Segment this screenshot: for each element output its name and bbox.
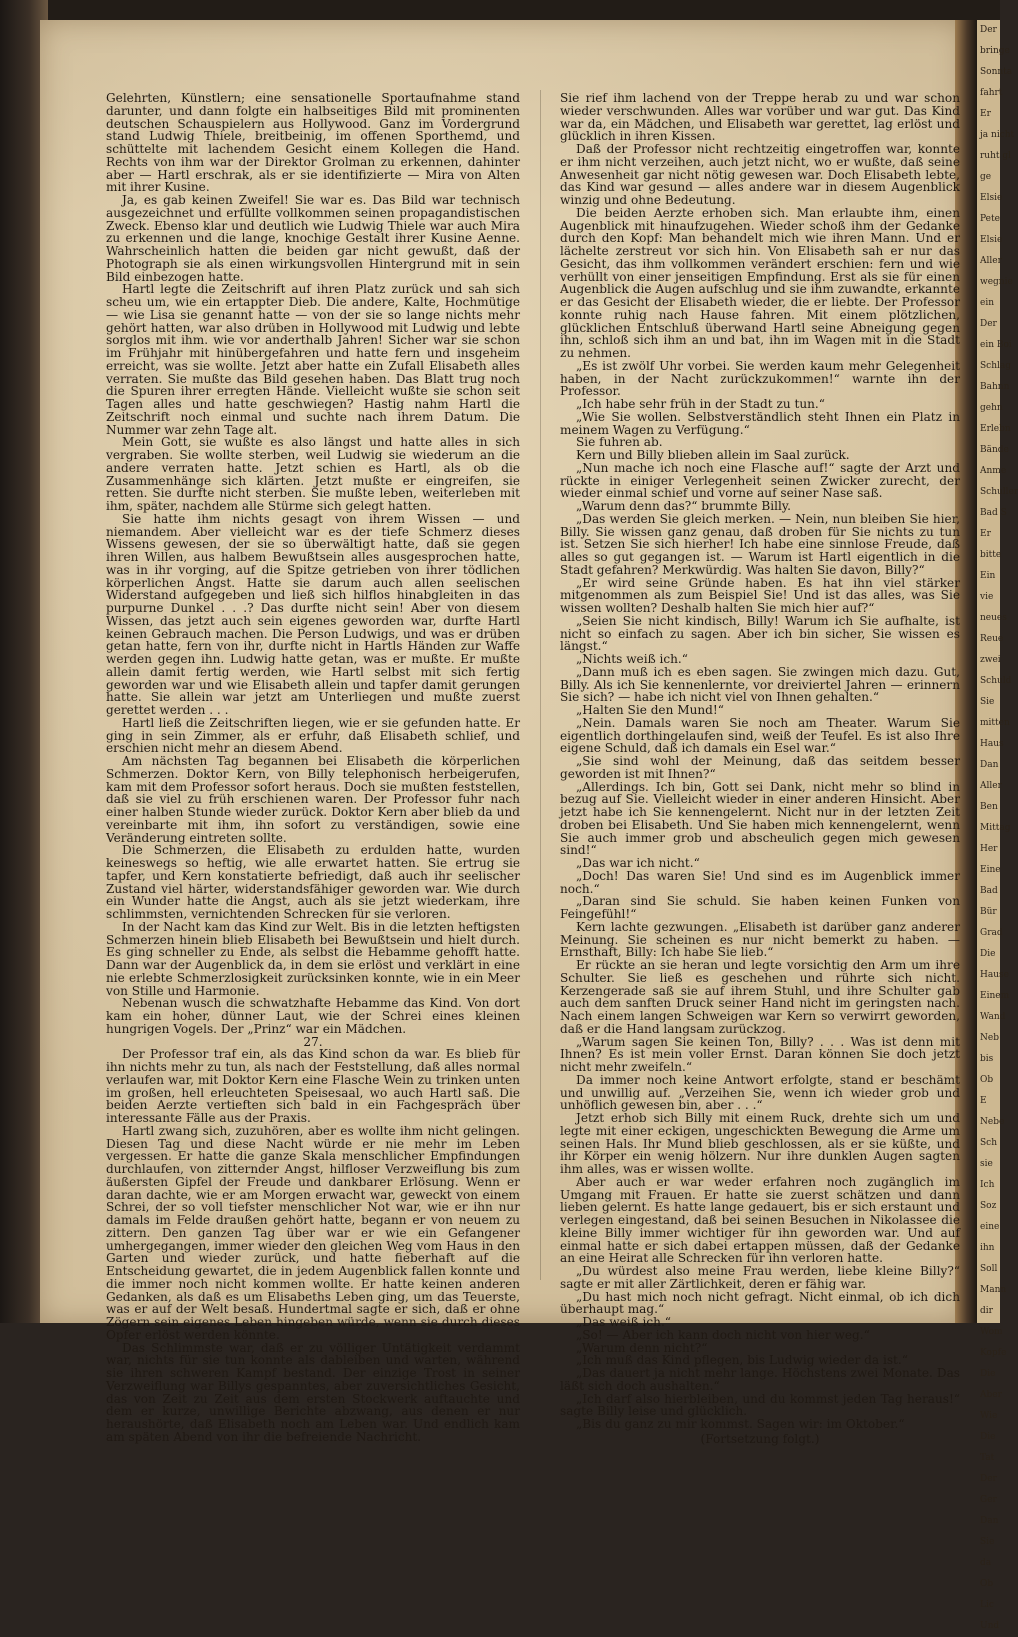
adjacent-page-word: Ger [980, 1495, 997, 1505]
paragraph: „Warum denn nicht?“ [576, 1340, 708, 1355]
paragraph: Mein Gott, sie wußte es also längst und hatte alles in sich vergraben. Sie wollte sterben, weil Ludwig sie wiederum an die andere verraten hatte. Jetzt schien es Hartl, als ob die Zusammenhänge sich klärten. Jetzt mußte er eingreifen, sie retten. Sie durfte nicht sterben. Sie mußte leben, weiterleben mit ihm, später, nachdem alle Stürme sich gelegt hatten. [106, 435, 520, 513]
paragraph: Daß der Professor nicht rechtzeitig eingetroffen war, konnte er ihm nicht verzeihen, auch jetzt nicht, wo er wußte, daß seine Anwesenheit gar nicht nötig gewesen war. Doch Elisabeth lebte, das Kind war gesund — alles andere war in diesem Augenblick winzig und ohne Bedeutung. [560, 142, 960, 207]
adjacent-page-word: E [980, 1096, 987, 1106]
paragraph: Das Schlimmste war, daß er zu völliger Untätigkeit verdammt war, nichts für sie tun konnte als dableiben und warten, während sie ihren schweren Kampf bestand. Der einzige Trost in seiner Verzweiflung war Billys gespanntes, aber zuversichtliches Gesicht, das von Zeit zu Zeit aus dem ersten Stockwerk auftauchte und dem er kurze, unwillige Berichte abzwang, aus denen er nur heraushörte, daß Elisabeth noch am Leben war. Und endlich kam am späten Abend von ihr die befreiende Nachricht. [106, 1340, 520, 1444]
paragraph: „Warum sagen Sie keinen Ton, Billy? . . . Was ist denn mit Ihnen? Es ist mein voller Ernst. Daran können Sie doch jetzt nicht mehr zweifeln.“ [560, 1034, 960, 1074]
adjacent-page-word: Wand [980, 1012, 1006, 1022]
adjacent-page-word: Ob [980, 1579, 994, 1589]
paragraph: „Seien Sie nicht kindisch, Billy! Warum ich Sie aufhalte, ist nicht so einfach zu sagen. Aber ich bin sicher, Sie wissen es längst.“ [560, 613, 960, 654]
paragraph: „Allerdings. Ich bin, Gott sei Dank, nicht mehr so blind in bezug auf Sie. Vielleicht wieder in einer anderen Hinsicht. Aber jetzt habe ich Sie kennengelernt. Nicht nur in der letzten Zeit droben bei Elisabeth. Und Sie haben mich kennengelernt, wenn Sie auch immer grob und abscheulich gegen mich gewesen sind!“ [560, 779, 960, 858]
right-text-column [560, 92, 960, 1446]
adjacent-page-word: ge [980, 172, 992, 182]
paragraph: „Du würdest also meine Frau werden, liebe kleine Billy?“ sagte er mit aller Zärtlichkeit, deren er fähig war. [560, 1264, 960, 1291]
adjacent-page-word: Die [980, 1369, 996, 1379]
adjacent-page-word: Bände [980, 445, 1009, 455]
adjacent-page-word: Ich [980, 1180, 995, 1190]
paragraph: Der Professor traf ein, als das Kind schon da war. Es blieb für ihn nichts mehr zu tun, als nach der Feststellung, daß alles normal verlaufen war, mit Doktor Kern eine Flasche Wein zu trinken unten im großen, hell erleuchteten Speisesaal, wo auch Hartl saß. Die beiden Aerzte vertieften sich bald in ein Fachgespräch über interessante Fälle aus der Praxis. [106, 1047, 520, 1125]
paragraph: „Das werden Sie gleich merken. — Nein, nun bleiben Sie hier, Billy. Sie wissen ganz genau, daß droben für Sie nichts zu tun ist. Setzen Sie sich hierher! Ich habe eine sinnlose Freude, daß alles so gut gegangen ist. — Warum ist Hartl eigentlich in die Stadt gefahren? Merkwürdig. Was halten Sie davon, Billy?“ [560, 511, 960, 577]
adjacent-page-word: Bür [980, 907, 997, 917]
adjacent-page-word: Her [980, 844, 998, 854]
chapter-number: 27. [303, 1034, 323, 1049]
adjacent-page-word: Sie [980, 697, 995, 707]
adjacent-page-word: eine [980, 1222, 1000, 1232]
paragraph: Jetzt erhob sich Billy mit einem Ruck, drehte sich um und legte mit einer eckigen, ungeschickten Bewegung die Arme um seinen Hals. Ihr Mund blieb geschlossen, als er sie küßte, und ihr Körper ein wenig hölzern. Nur ihre dunklen Augen sagten ihm alles, was er wissen wollte. [560, 1111, 960, 1176]
paragraph: Sie fuhren ab. [576, 435, 663, 450]
paragraph: „Warum denn das?“ brummte Billy. [576, 499, 791, 513]
adjacent-page-word: Sch [980, 1138, 998, 1148]
adjacent-page-word: Aller [980, 781, 1002, 791]
adjacent-page-word: Sie [980, 1537, 995, 1547]
adjacent-page-word: ihn [980, 1243, 995, 1253]
paragraph: „Das dauert ja nicht mehr lange. Höchstens zwei Monate. Das läßt sich doch aushalten.“ [560, 1366, 960, 1393]
adjacent-page-edge [977, 20, 1018, 1631]
adjacent-page-word: ruht gl [980, 151, 1012, 161]
paragraph: Sie rief ihm lachend von der Treppe herab zu und war schon wieder verschwunden. Alles war vorüber und war gut. Das Kind war da, ein Mädchen, und Elisabeth war gerettet, lag erlöst und glücklich in ihren Kissen. [560, 91, 960, 144]
adjacent-page-word: Mittag [980, 823, 1011, 833]
adjacent-page-word: bitte [980, 550, 1002, 560]
paragraph: Am nächsten Tag begannen bei Elisabeth die körperlichen Schmerzen. Doktor Kern, von Billy telephonisch herbeigerufen, kam mit dem Professor sofort heraus. Doch sie mußten feststellen, daß sie viel zu früh erschienen waren. Der Professor fuhr nach einer halben Stunde wieder zurück. Doktor Kern aber blieb da und vereinbarte mit ihm, ihn sofort zu verständigen, sowie eine Veränderung eintreten sollte. [106, 754, 520, 845]
paragraph: Hartl ließ die Zeitschriften liegen, wie er sie gefunden hatte. Er ging in sein Zimmer, als er erfuhr, daß Elisabeth schlief, und erschien nicht mehr an diesem Abend. [106, 715, 520, 756]
paragraph: Aber auch er war weder erfahren noch zugänglich im Umgang mit Frauen. Er hatte sie zuerst schätzen und dann lieben gelernt. Es hatte lange gedauert, bis er sich erstaunt und verlegen eingestand, daß bei seinen Besuchen in Nikolassee die kleine Billy immer wichtiger für ihn geworden war. Und auf einmal hatte er sich dabei ertappen müssen, daß der Gedanke an eine Heirat alle Schrecken für ihn verloren hatte. [560, 1174, 960, 1266]
adjacent-page-word: ein [980, 298, 995, 308]
adjacent-page-word: Nebe [980, 1117, 1005, 1127]
adjacent-page-word: Der [980, 25, 997, 35]
paragraph: „Wie Sie wollen. Selbstverständlich steht Ihnen ein Platz in meinem Wagen zu Verfügung.“ [560, 409, 960, 437]
adjacent-page-word: Sonnta [980, 67, 1013, 77]
paragraph: „Ich muß das Kind pflegen, bis Ludwig wieder da ist.“ [576, 1353, 908, 1368]
paragraph: Da immer noch keine Antwort erfolgte, stand er beschämt und unwillig auf. „Verzeihen Sie, wenn ich wieder grob und unhöflich gewesen bin, aber . . .“ [560, 1072, 960, 1113]
paragraph: Kern lachte gezwungen. „Elisabeth ist darüber ganz anderer Meinung. Sie scheinen es nur nicht bemerkt zu haben. — Ernsthaft, Billy: Ich habe Sie lieb.“ [560, 919, 960, 960]
adjacent-page-word: Hause [980, 970, 1009, 980]
paragraph: Hartl legte die Zeitschrift auf ihren Platz zurück und sah sich scheu um, wie ein ertappter Dieb. Die andere, Kalte, Hochmütige — wie Lisa sie genannt hatte — von der sie so lange nichts mehr gehört hatten, war also drüben in Hollywood mit Ludwig und lebte sorglos mit ihm. wie vor anderthalb Jahren! Sicher war sie schon im Frühjahr mit hinübergefahren und hatte fern und insgeheim erreicht, was sie wollte. Jetzt aber hatte ein Zufall Elisabeth alles verraten. Sie mußte das Bild gesehen haben. Das Blatt trug noch die Spuren ihrer erregten Hände. Vielleicht wußte sie schon seit Tagen alles und hatte geschwiegen? Hastig nahm Hartl die Zeitschrift noch einmal und suchte nach ihrem Datum. Die Nummer war zehn Tage alt. [106, 282, 520, 437]
adjacent-page-word: Bad [980, 886, 998, 896]
adjacent-page-word: Ob [980, 1075, 994, 1085]
adjacent-page-word: bis [980, 1054, 994, 1064]
paragraph: Die beiden Aerzte erhoben sich. Man erlaubte ihm, einen Augenblick mit hinaufzugehen. Wieder schoß ihm der Gedanke durch den Kopf: Man behandelt mich wie ihren Mann. Und er lächelte zerstreut vor sich hin. Von Elisabeth sah er nur das Gesicht, das ihm vollkommen verändert erschien: fern und wie verhüllt von einer jenseitigen Empfindung. Erst als sie für einen Augenblick die Augen aufschlug und sie ihm zuwandte, erkannte er das Gesicht der Elisabeth wieder, die er liebte. Der Professor konnte ruhig nach Hause fahren. Mit einem plötzlichen, glücklichen Entschluß überwand Hartl seine Abneigung gegen ihn, schloß sich ihm an und bat, ihn im Wagen mit in die Stadt zu nehmen. [560, 205, 960, 360]
adjacent-page-word: sie [980, 1159, 993, 1169]
paragraph: Nebenan wusch die schwatzhafte Hebamme das Kind. Von dort kam ein hoher, dünner Laut, wie der Schrei eines kleinen hungrigen Vogels. Der „Prinz“ war ein Mädchen. [106, 996, 520, 1036]
adjacent-page-word: Schlag [980, 361, 1012, 371]
adjacent-page-word: Und [980, 1621, 1000, 1631]
adjacent-page-word: Soz [980, 1201, 997, 1211]
paragraph: „Nun mache ich noch eine Flasche auf!“ sagte der Arzt und rückte in einiger Verlegenheit seinen Zwicker zurecht, der wieder einmal schief und vorne auf seiner Nase saß. [560, 460, 960, 501]
paragraph: „Sie sind wohl der Meinung, daß das seitdem besser geworden ist mit Ihnen?“ [560, 754, 960, 781]
paragraph: „Er wird seine Gründe haben. Es hat ihn viel stärker mitgenommen als zum Beispiel Sie! Und ist das alles, was Sie wissen wollten? Deshalb halten Sie mich hier auf?“ [560, 575, 960, 615]
adjacent-page-word: zwei [980, 655, 1001, 665]
adjacent-page-word: Anme [980, 466, 1007, 476]
paragraph: „Halten Sie den Mund!“ [576, 703, 724, 717]
paragraph: „Nein. Damals waren Sie noch am Theater. Warum Sie eigentlich dorthingelaufen sind, weiß der Teufel. Es ist also Ihre eigene Schuld, daß ich damals ein Esel war.“ [560, 715, 960, 756]
adjacent-page-word: vie [980, 592, 994, 602]
adjacent-page-word: Die [980, 949, 996, 959]
adjacent-page-word: Soll [980, 1264, 998, 1274]
adjacent-page-word: Der [980, 319, 997, 329]
adjacent-page-word: Erlebn [980, 424, 1011, 434]
adjacent-page-word: Grad [980, 928, 1003, 938]
adjacent-page-word: Er [980, 529, 991, 539]
paragraph: „So! — Aber ich kann doch nicht von hier weg.“ [576, 1327, 870, 1342]
adjacent-page-word: Bahnn [980, 382, 1010, 392]
adjacent-page-word: Mann [980, 1285, 1007, 1295]
paragraph: „Nichts weiß ich.“ [576, 652, 688, 666]
paragraph: Die Schmerzen, die Elisabeth zu erdulden hatte, wurden keineswegs so heftig, wie alle erwartet hatten. Sie ertrug sie tapfer, und Kern konstatierte befriedigt, daß auch ihr seelischer Zustand viel härter, widerstandsfähiger geworden war. Wie durch ein Wunder hatte die Angst, auch als sie jetzt wiederkam, ihre schlimmsten, vernichtenden Schrecken für sie verloren. [106, 843, 520, 921]
paragraph: „Es ist zwölf Uhr vorbei. Sie werden kaum mehr Gelegenheit haben, in der Nacht zurückzukommen!“ warnte ihn der Professor. [560, 358, 960, 399]
paragraph: Sie hatte ihm nichts gesagt von ihrem Wissen — und niemandem. Aber vielleicht war es der tiefe Schmerz dieses Wissens gewesen, der sie so überwältigt hatte, daß sie gegen ihren Willen, aus halbem Bewußtsein alles ausgesprochen hatte, was in ihr vorging, auf die Spitze getrieben von ihrer tödlichen körperlichen Angst. Hatte sie darum auch allen seelischen Widerstand aufgegeben und ließ sich hilflos hinabgleiten in das purpurne Dunkel . . .? Das durfte nicht sein! Aber von diesem Wissen, das jetzt auch sein eigenes geworden war, durfte Hartl keinen Gebrauch machen. Die Person Ludwigs, und was er drüben getan hatte, fern von ihr, durfte nicht in Hartls Händen zur Waffe werden gegen ihn. Ludwig hatte getan, was er mußte. Er mußte allein damit fertig werden, wie Hartl selbst mit sich fertig geworden war und wie Elisabeth allein und tapfer damit gerungen hatte. Sie allein war jetzt am Unterliegen und mußte zuerst gerettet werden . . . [106, 511, 520, 717]
adjacent-page-word: Die [980, 1432, 996, 1442]
paragraph: „Daran sind Sie schuld. Sie haben keinen Funken von Feingefühl!“ [560, 894, 960, 921]
adjacent-page-word: Tat [980, 1453, 995, 1463]
paragraph: „Dann muß ich es eben sagen. Sie zwingen mich dazu. Gut, Billy. Als ich Sie kennenlernte, vor dreiviertel Jahren — erinnern Sie sich? — habe ich nicht viel von Ihnen gehalten.“ [560, 664, 960, 705]
adjacent-page-word: Haus [980, 739, 1004, 749]
paragraph: „Bis du ganz zu mir kommst. Sagen wir: im Oktober.“ [576, 1417, 905, 1431]
paragraph: „Das war ich nicht.“ [576, 856, 700, 870]
adjacent-page-word: mitten [980, 718, 1010, 728]
paragraph: Hartl zwang sich, zuzuhören, aber es wollte ihm nicht gelingen. Diesen Tag und diese Nacht würde er nie mehr im Leben vergessen. Er hatte die ganze Skala menschlicher Empfindungen durchlaufen, von zitternder Angst, hilfloser Verzweiflung bis zum äußersten Gipfel der Freude und dankbarer Erlösung. Wenn er daran dachte, wie er am Morgen erwacht war, geweckt von einem Schrei, der so voll tiefster menschlicher Not war, wie er ihn nur damals im Felde draußen gehört hatte, begann er von neuem zu zittern. Den ganzen Tag über war er wie ein Gefangener umhergegangen, immer wieder den gleichen Weg vom Haus in den Garten und wieder zurück, und hatte fieberhaft auf die Entscheidung gewartet, die in jedem Augenblick fallen konnte und die immer noch nicht kommen wollte. Er hatte keinen anderen Gedanken, als daß es um Elisabeths Leben ging, um das Teuerste, was er auf der Welt besaß. Hundertmal sagte er sich, daß er ohne Zögern sein eigenes Leben hingeben würde, wenn sie durch dieses Opfer erlöst werden könnte. [106, 1123, 520, 1342]
adjacent-page-word: Schuller [980, 487, 1018, 497]
adjacent-page-word: Neb [980, 1033, 999, 1043]
adjacent-page-word: Dan [980, 760, 999, 770]
adjacent-page-word: dir [980, 1306, 993, 1316]
adjacent-page-word: wegnie [980, 277, 1013, 287]
adjacent-page-word: Lic [980, 1600, 994, 1610]
paragraph: In der Nacht kam das Kind zur Welt. Bis in die letzten heftigsten Schmerzen hinein blieb Elisabeth bei Bewußtsein und hielt durch. Es ging schneller zu Ende, als selbst die Hebamme gehofft hatte. Dann war der Augenblick da, in dem sie erlöst und verklärt in eine nie erlebte Schmerzlosigkeit zurücksinken konnte, wie in ein Meer von Stille und Harmonie. [106, 919, 520, 998]
adjacent-page-word: Kopfe [980, 1348, 1007, 1358]
adjacent-page-word: Reue [980, 634, 1004, 644]
paragraph: „Ich darf also hierbleiben, und du kommst jeden Tag heraus!“ sagte Billy leise und glücklich. [560, 1391, 960, 1419]
adjacent-page-word: Der [980, 1474, 997, 1484]
adjacent-page-word: Wie [980, 1411, 998, 1421]
paragraph: Gelehrten, Künstlern; eine sensationelle Sportaufnahme stand darunter, und dann folgte ein halbseitiges Bild mit prominenten deutschen Schauspielern aus Hollywood. Ganz im Vordergrund stand Ludwig Thiele, breitbeinig, im offenen Sporthemd, und schüttelte mit lachendem Gesicht einem Kollegen die Hand. Rechts von ihm war der Direktor Grolman zu erkennen, dahinter aber — Hartl erschrak, als er sie identifizierte — Mira von Alten mit ihrer Kusine. [106, 91, 520, 195]
adjacent-page-word: Aber [980, 1390, 1002, 1400]
adjacent-page-word: gehn [980, 403, 1003, 413]
paragraph: „Du hast mich noch nicht gefragt. Nicht einmal, ob ich dich überhaupt mag.“ [560, 1289, 960, 1317]
adjacent-page-word: da [980, 1558, 992, 1568]
adjacent-page-word: Aller [980, 256, 1002, 266]
adjacent-page-word: Elsie [980, 235, 1003, 245]
paragraph: „Ich habe sehr früh in der Stadt zu tun.“ [576, 397, 825, 411]
adjacent-page-word: ja nicht [980, 130, 1015, 140]
adjacent-page-word: Er [980, 109, 991, 119]
paragraph: „Das weiß ich.“ [576, 1315, 671, 1329]
adjacent-page-word: Eine [980, 865, 1001, 875]
paragraph: Kern und Billy blieben allein im Saal zurück. [576, 448, 850, 462]
paragraph: „Doch! Das waren Sie! Und sind es im Augenblick immer noch.“ [560, 868, 960, 896]
adjacent-page-word: ein Boi [980, 340, 1012, 350]
continuation-note: (Fortsetzung folgt.) [700, 1431, 820, 1446]
adjacent-page-word: fahrt [980, 88, 1003, 98]
adjacent-page-word: Ben [980, 802, 998, 812]
adjacent-page-word: Schuld [980, 676, 1012, 686]
left-text-column [106, 92, 520, 1444]
adjacent-page-word: Wom [980, 1327, 1003, 1337]
paragraph: Ja, es gab keinen Zweifel! Sie war es. Das Bild war technisch ausgezeichnet und erfüllte vollkommen seinen propagandistischen Zweck. Ebenso klar und deutlich wie Ludwig Thiele war auch Mira zu erkennen und die lange, knochige Gestalt ihrer Kusine Aenne. Wahrscheinlich hatten die beiden gar nicht gewußt, daß der Photograph sie als einen wirkungsvollen Hintergrund mit in sein Bild einbezogen hatte. [106, 193, 520, 284]
adjacent-page-word: neues [980, 613, 1007, 623]
adjacent-page-word: Einem [980, 991, 1010, 1001]
column-divider [540, 90, 541, 1280]
adjacent-page-word: Ein [980, 571, 996, 581]
adjacent-page-word: Elsie [980, 193, 1003, 203]
adjacent-page-word: bringe [980, 46, 1010, 56]
scan-top-edge [0, 0, 1000, 20]
paragraph: Er rückte an sie heran und legte vorsichtig den Arm um ihre Schulter. Sie ließ es geschehen und rührte sich nicht. Kerzengerade saß sie auf ihrem Stuhl, und ihre Schulter gab auch dem sanften Druck seiner Hand nicht im geringsten nach. Nach einem langen Schweigen war Kern so verwirrt geworden, daß er die Hand langsam zurückzog. [560, 958, 960, 1036]
adjacent-page-word: Bad S [980, 508, 1007, 518]
adjacent-page-word: Pete [980, 214, 1000, 224]
adjacent-page-word: Dan [980, 1516, 999, 1526]
